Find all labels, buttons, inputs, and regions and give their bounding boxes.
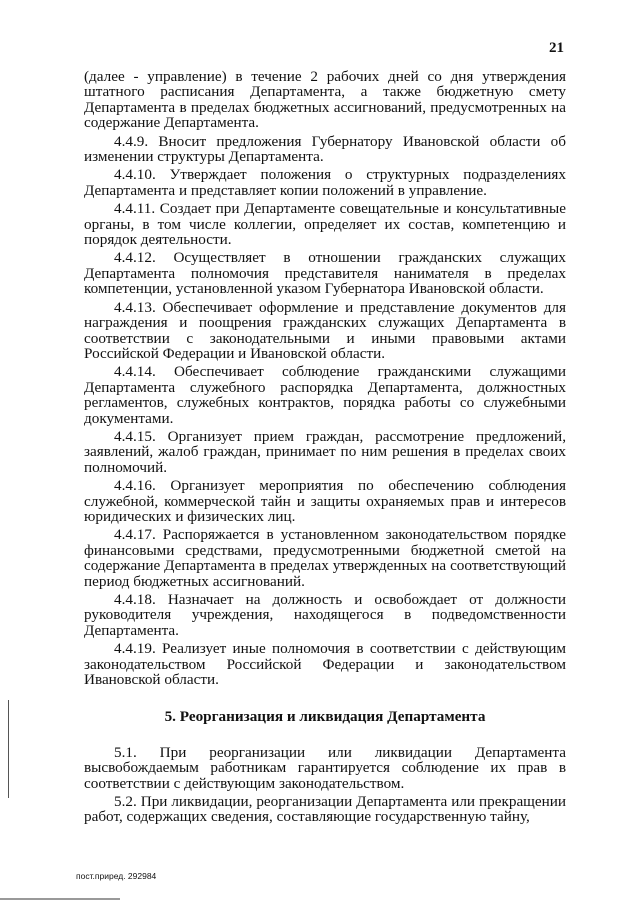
paragraph-4-4-15: 4.4.15. Организует прием граждан, рассмотрение предложений, заявлений, жалоб граждан, принимает по ним решения в пределах своих полномочий. [84,427,566,476]
paragraph-4-4-19: 4.4.19. Реализует иные полномочия в соответствии с действующим законодательством Российской Федерации и законодательством Ивановской области. [84,640,566,689]
paragraph-5-1: 5.1. При реорганизации или ликвидации Департамента высвобождаемым работникам гарантируется соблюдение их прав в соответствии с действующим законодательством. [84,743,566,792]
paragraph-4-4-12: 4.4.12. Осуществляет в отношении гражданских служащих Департамента полномочия представителя нанимателя в пределах компетенции, установленной указом Губернатора Ивановской области. [84,249,566,298]
paragraph-4-4-13: 4.4.13. Обеспечивает оформление и представление документов для награждения и поощрения гражданских служащих Департамента в соответствии с законодательными и иными правовыми актами Российской Федерации и Ивановской области. [84,298,566,362]
document-body [84,69,566,828]
scan-edge-smear [0,898,120,900]
paragraph-4-4-14: 4.4.14. Обеспечивает соблюдение гражданскими служащими Департамента служебного распорядка Департамента, должностных регламентов, служебных контрактов, порядка работы со служебными документами. [84,363,566,427]
paragraph-continuation: (далее - управление) в течение 2 рабочих дней со дня утверждения штатного расписания Департамента, а также бюджетную смету Департамента в пределах бюджетных ассигнований, предусмотренных на содержание Департамента. [84,68,566,132]
paragraph-5-2: 5.2. При ликвидации, реорганизации Департамента или прекращении работ, содержащих сведения, составляющие государственную тайну, [84,793,566,826]
paragraph-4-4-16: 4.4.16. Организует мероприятия по обеспечению соблюдения служебной, коммерческой тайн и защиты охраняемых прав и интересов юридических и физических лиц. [84,477,566,525]
footer-code: пост.приред. 292984 [76,871,157,881]
section-heading: 5. Реорганизация и ликвидация Департамента [164,708,486,726]
paragraph-4-4-9: 4.4.9. Вносит предложения Губернатору Ивановской области об изменении структуры Департамента. [84,132,566,166]
paragraph-4-4-10: 4.4.10. Утверждает положения о структурных подразделениях Департамента и представляет копии положений в управление. [84,166,566,199]
paragraph-4-4-17: 4.4.17. Распоряжается в установленном законодательством порядке финансовыми средствами, предусмотренными бюджетной сметой на содержание Департамента в пределах утвержденных на соответствующий период бюджетных ассигнований. [84,526,566,590]
page-number: 21 [549,40,564,56]
margin-scan-mark [8,700,9,798]
paragraph-4-4-11: 4.4.11. Создает при Департаменте совещательные и консультативные органы, в том числе коллегии, определяет их состав, компетенцию и порядок деятельности. [84,200,566,249]
paragraph-4-4-18: 4.4.18. Назначает на должность и освобождает от должности руководителя учреждения, находящегося в подведомственности Департамента. [84,591,566,639]
